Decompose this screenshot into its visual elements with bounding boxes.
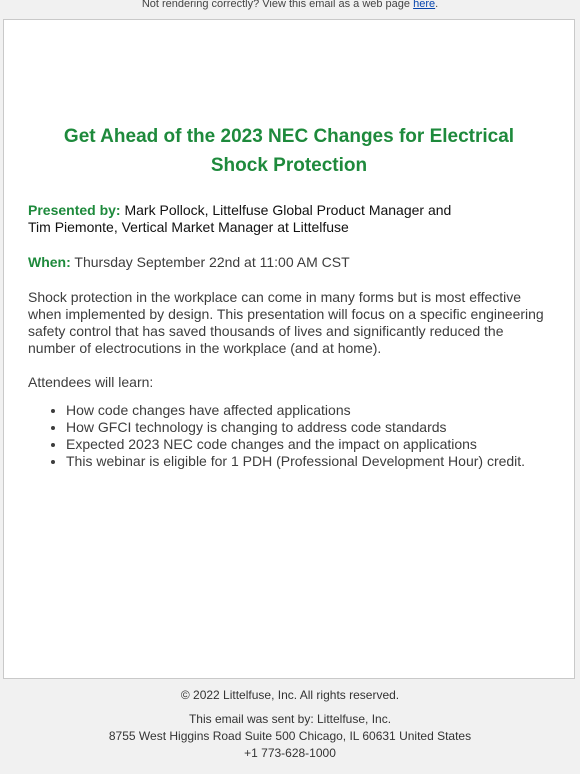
learn-item: • How code changes have affected applications bbox=[66, 402, 566, 419]
email-title: Get Ahead of the 2023 NEC Changes for Electrical Shock Protection bbox=[63, 126, 515, 176]
period-text: . bbox=[435, 0, 439, 10]
learn-item: • Expected 2023 NEC code changes and the impact on applications bbox=[66, 436, 566, 453]
presenters-line-2: Tim Piemonte, Vertical Market Manager at Littelfuse bbox=[28, 219, 349, 235]
attendees-intro: Attendees will learn: bbox=[28, 374, 154, 390]
presenters-line-1: Mark Pollock, Littelfuse Global Product Manager and bbox=[124, 202, 452, 218]
email-footer bbox=[0, 686, 580, 762]
sender-info bbox=[0, 711, 580, 762]
address-text: 8755 West Higgins Road Suite 500 Chicago, IL 60631 United States bbox=[108, 729, 472, 743]
description-paragraph: Shock protection in the workplace can come in many forms but is most effective when implemented by design. This presentation will focus on a specific engineering safety control that has saved thousands of lives and significantly reduced the number of electrocutions in the workplace (and at home). bbox=[28, 289, 544, 356]
when-label: When: bbox=[28, 254, 71, 270]
not-rendering-text: Not rendering correctly? View this email as a web page bbox=[141, 0, 411, 10]
when-block bbox=[28, 254, 553, 271]
phone-text: +1 773-628-1000 bbox=[244, 746, 336, 760]
presented-by-label: Presented by: bbox=[28, 202, 121, 218]
email-card bbox=[3, 19, 575, 679]
learn-item: • This webinar is eligible for 1 PDH (Professional Development Hour) credit. bbox=[66, 453, 566, 470]
presenters-block bbox=[28, 202, 553, 236]
web-page-link[interactable]: here bbox=[413, 0, 436, 10]
copyright-text: © 2022 Littelfuse, Inc. All rights reserved. bbox=[180, 688, 400, 702]
learn-item: • How GFCI technology is changing to address code standards bbox=[66, 419, 566, 436]
learn-list bbox=[28, 402, 566, 470]
sent-by-text: This email was sent by: Littelfuse, Inc. bbox=[188, 712, 392, 726]
web-view-bar bbox=[0, 0, 580, 18]
when-value: Thursday September 22nd at 11:00 AM CST bbox=[74, 254, 350, 270]
